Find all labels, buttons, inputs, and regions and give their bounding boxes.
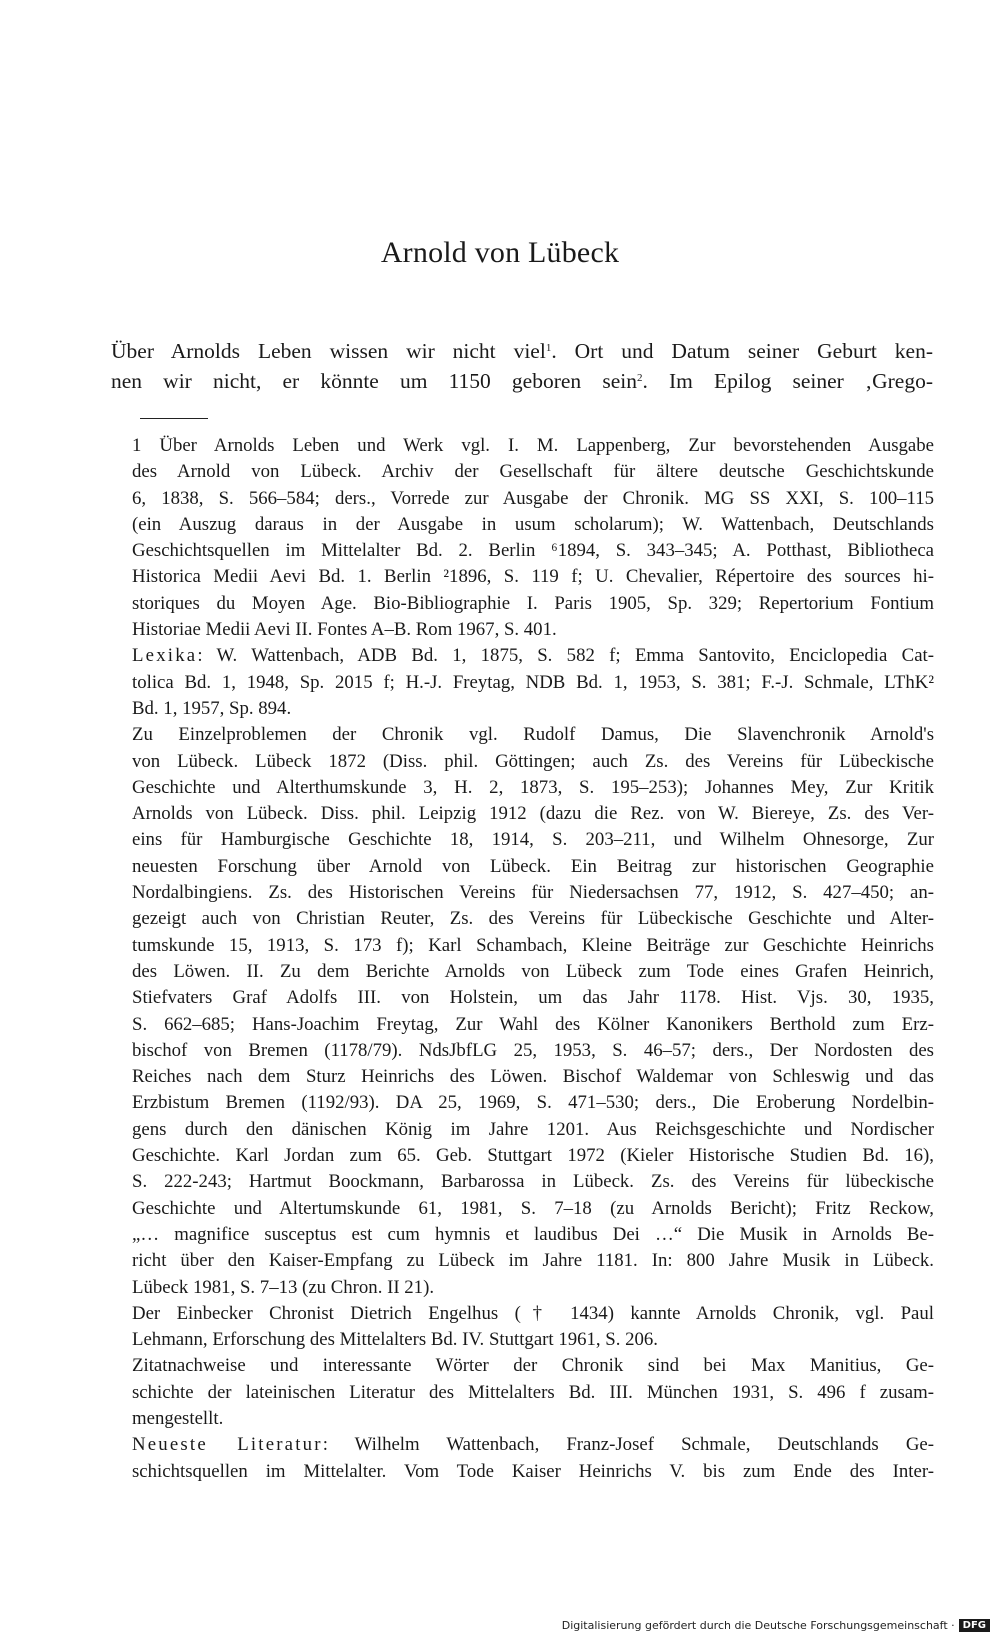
footnotes [108,433,934,1485]
footnote-line: Der Einbecker Chronist Dietrich Engelhus († 1434) kannte Arnolds Chronik, vgl. Paul [132,1302,934,1324]
footnote-line: 6, 1838, S. 566–584; ders., Vorrede zur Ausgabe der Chronik. MG SS XXI, S. 100–115 [132,487,934,509]
spaced-heading: Neueste Literatur [132,1434,323,1456]
footnote-paragraph [108,1301,934,1354]
footnote-line: tumskunde 15, 1913, S. 173 f); Karl Schambach, Kleine Beiträge zur Geschichte Heinrichs [132,934,934,956]
footnote-line: S. 222-243; Hartmut Boockmann, Barbarossa in Lübeck. Zs. des Vereins für lübeckische [132,1171,934,1193]
footnote-paragraph [108,722,934,1301]
footnote-paragraph [108,1432,934,1485]
footer-credit: Digitalisierung gefördert durch die Deutsche Forschungsgemeinschaft · [561,1619,955,1632]
footnote-line: schichtsquellen im Mittelalter. Vom Tode Kaiser Heinrichs V. bis zum Ende des Inter- [132,1460,934,1482]
footnote-line: gens durch den dänischen König im Jahre 1201. Aus Reichsgeschichte und Nordischer [132,1118,934,1140]
body-line: nen wir nicht, er könnte um 1150 geboren sein$^2$. Im Epilog seiner ‚Grego- [111,369,933,393]
footnote-paragraph [108,1353,934,1432]
footnote-line: tolica Bd. 1, 1948, Sp. 2015 f; H.-J. Freytag, NDB Bd. 1, 1953, S. 381; F.-J. Schmale, LThK² [132,671,934,693]
spaced-heading: Lexika [132,645,198,667]
footnote-line: (ein Auszug daraus in der Ausgabe in usum scholarum); W. Wattenbach, Deutschlands [132,513,934,535]
footer [562,1619,990,1632]
footnote-line: neuesten Forschung über Arnold von Lübeck. Ein Beitrag zur historischen Geographie [132,855,934,877]
footnote-line: Zitatnachweise und interessante Wörter der Chronik sind bei Max Manitius, Ge- [132,1355,934,1377]
footnote-line: schichte der lateinischen Literatur des Mittelalters Bd. III. München 1931, S. 496 f zusam- [132,1381,934,1403]
footnote-line: bischof von Bremen (1178/79). NdsJbfLG 25, 1953, S. 46–57; ders., Der Nordosten des [132,1039,934,1061]
footnote-line: gezeigt auch von Christian Reuter, Zs. des Vereins für Lübeckische Geschichte und Alter- [132,908,934,930]
footnote-line: richt über den Kaiser-Empfang zu Lübeck im Jahre 1181. In: 800 Jahre Musik in Lübeck. [132,1250,934,1272]
footnote-divider [140,418,208,419]
footnote-line: Neueste Literatur: Wilhelm Wattenbach, Franz-Josef Schmale, Deutschlands Ge- [132,1434,934,1456]
footnote-line: Stiefvaters Graf Adolfs III. von Holstein, um das Jahr 1178. Hist. Vjs. 30, 1935, [132,987,934,1009]
page-title: Arnold von Lübeck [380,236,620,269]
footnote-line: eins für Hamburgische Geschichte 18, 1914, S. 203–211, und Wilhelm Ohnesorge, Zur [132,829,934,851]
footnote-line: Historiae Medii Aevi II. Fontes A–B. Rom 1967, S. 401. [132,619,557,641]
body-text [111,336,933,396]
footnote-line: storiques du Moyen Age. Bio-Bibliographie I. Paris 1905, Sp. 329; Repertorium Fontium [132,592,934,614]
footnote-line: Geschichtsquellen im Mittelalter Bd. 2. Berlin ⁶1894, S. 343–345; A. Potthast, Bibliotheca [132,540,934,562]
footnote-line: Reiches nach dem Sturz Heinrichs des Löwen. Bischof Waldemar von Schleswig und das [132,1066,934,1088]
footnote-paragraph [108,433,934,643]
footnote-paragraph [108,643,934,722]
footnote-ref[interactable]: 2 [636,372,643,384]
footnote-line: Nordalbingiens. Zs. des Historischen Vereins für Niedersachsen 77, 1912, S. 427–450; an- [132,882,934,904]
footnote-line: des Arnold von Lübeck. Archiv der Gesellschaft für ältere deutsche Geschichtskunde [132,461,934,483]
footnote-line: Lübeck 1981, S. 7–13 (zu Chron. II 21). [132,1276,435,1298]
footnote-line: Erzbistum Bremen (1192/93). DA 25, 1969, S. 471–530; ders., Die Eroberung Nordelbin- [132,1092,934,1114]
footnote-line: von Lübeck. Lübeck 1872 (Diss. phil. Göttingen; auch Zs. des Vereins für Lübeckische [132,750,934,772]
footnote-line: Geschichte und Alterthumskunde 3, H. 2, 1873, S. 195–253); Johannes Mey, Zur Kritik [132,776,934,798]
footnote-line: Zu Einzelproblemen der Chronik vgl. Rudolf Damus, Die Slavenchronik Arnold's [132,724,934,746]
footnote-line: Geschichte und Altertumskunde 61, 1981, S. 7–18 (zu Arnolds Bericht); Fritz Reckow, [132,1197,934,1219]
footnote-line: 1 Über Arnolds Leben und Werk vgl. I. M. Lappenberg, Zur bevorstehenden Ausgabe [132,435,934,456]
footnote-line: Lehmann, Erforschung des Mittelalters Bd. IV. Stuttgart 1961, S. 206. [132,1329,658,1351]
footnote-line: Arnolds von Lübeck. Diss. phil. Leipzig 1912 (dazu die Rez. von W. Biereye, Zs. des Ver- [132,803,934,825]
dfg-logo: DFG [959,1619,990,1632]
footnote-line: Geschichte. Karl Jordan zum 65. Geb. Stuttgart 1972 (Kieler Historische Studien Bd. 16), [132,1145,934,1167]
footnote-line: mengestellt. [132,1407,224,1429]
footnote-line: Bd. 1, 1957, Sp. 894. [132,697,292,719]
footnote-line: des Löwen. II. Zu dem Berichte Arnolds von Lübeck zum Tode eines Grafen Heinrich, [132,960,934,982]
footnote-line: „… magnifice susceptus est cum hymnis et laudibus Dei …“ Die Musik in Arnolds Be- [132,1223,934,1245]
footnote-line: Lexika: W. Wattenbach, ADB Bd. 1, 1875, S. 582 f; Emma Santovito, Enciclopedia Cat- [132,645,934,667]
body-line: Über Arnolds Leben wissen wir nicht viel$^1$. Ort und Datum seiner Geburt ken- [111,339,933,363]
footnote-line: Historica Medii Aevi Bd. 1. Berlin ²1896, S. 119 f; U. Chevalier, Répertoire des sources hi- [132,566,934,588]
footnote-line: S. 662–685; Hans-Joachim Freytag, Zur Wahl des Kölner Kanonikers Berthold zum Erz- [132,1013,934,1035]
footnote-ref[interactable]: 1 [545,342,552,354]
